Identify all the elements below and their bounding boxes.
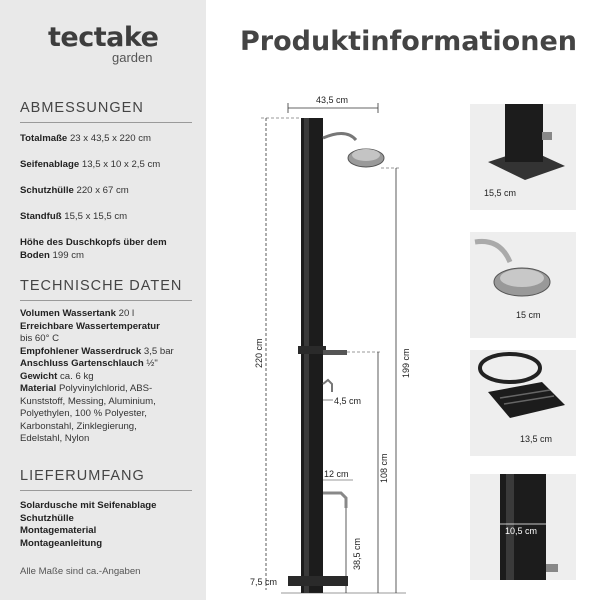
dim-height-soap: 108 cm <box>379 453 389 483</box>
spec-row: Seifenablage 13,5 x 10 x 2,5 cm <box>20 159 161 170</box>
detail-soap-label: 13,5 cm <box>520 434 553 444</box>
dim-base-height: 7,5 cm <box>250 577 278 587</box>
spec-row: Schutzhülle 220 x 67 cm <box>20 185 129 196</box>
detail-head-card <box>470 232 576 338</box>
detail-tube-card <box>470 474 576 580</box>
heading-abmessungen: ABMESSUNGEN <box>20 100 144 116</box>
divider <box>20 122 192 123</box>
spec-row: Standfuß 15,5 x 15,5 cm <box>20 211 128 222</box>
heading-technische-daten: TECHNISCHE DATEN <box>20 278 183 294</box>
detail-base-label: 15,5 cm <box>484 188 517 198</box>
shower-diagram <box>206 88 460 600</box>
heading-lieferumfang: LIEFERUMFANG <box>20 468 145 484</box>
detail-tube-label: 10,5 cm <box>505 526 538 536</box>
delivery-list: Solardusche mit Seifenablage Schutzhülle Montagematerial Montageanleitung <box>20 500 157 549</box>
brand-name: tectake <box>48 22 159 53</box>
brand-logo <box>0 0 206 88</box>
soap-dish <box>323 350 347 355</box>
detail-soap-card <box>470 350 576 456</box>
spec-row: Totalmaße 23 x 43,5 x 220 cm <box>20 133 151 144</box>
detail-head-label: 15 cm <box>516 310 541 320</box>
page-title: Produktinformationen <box>240 26 577 57</box>
dim-height-head: 199 cm <box>401 348 411 378</box>
detail-base-card <box>470 104 576 210</box>
shower-base <box>288 576 348 586</box>
spec-row: Höhe des Duschkopfs über dem Boden 199 cm <box>20 237 167 261</box>
dim-height-total: 220 cm <box>254 338 264 368</box>
dim-tap-height: 38,5 cm <box>352 537 362 570</box>
dim-tap-width: 12 cm <box>324 469 349 479</box>
footnote: Alle Maße sind ca.-Angaben <box>20 566 141 577</box>
divider <box>20 490 192 491</box>
dim-tap-offset: 4,5 cm <box>334 396 362 406</box>
tech-list: Volumen Wassertank 20 l Erreichbare Wassertemperatur bis 60° C Empfohlener Wasserdruck 3,5 bar Anschluss Gartenschlauch ½" Gewicht ca. 6 kg Material Polyvinylchlorid, ABS- Kunststoff, Messing, Aluminium, Polyethylen, 100 % Polyester, Karbonstahl, Zinklegierung, Edelstahl, Nylon <box>20 308 174 444</box>
brand-sub: garden <box>112 50 153 65</box>
dim-width-top: 43,5 cm <box>316 95 349 105</box>
divider <box>20 300 192 301</box>
